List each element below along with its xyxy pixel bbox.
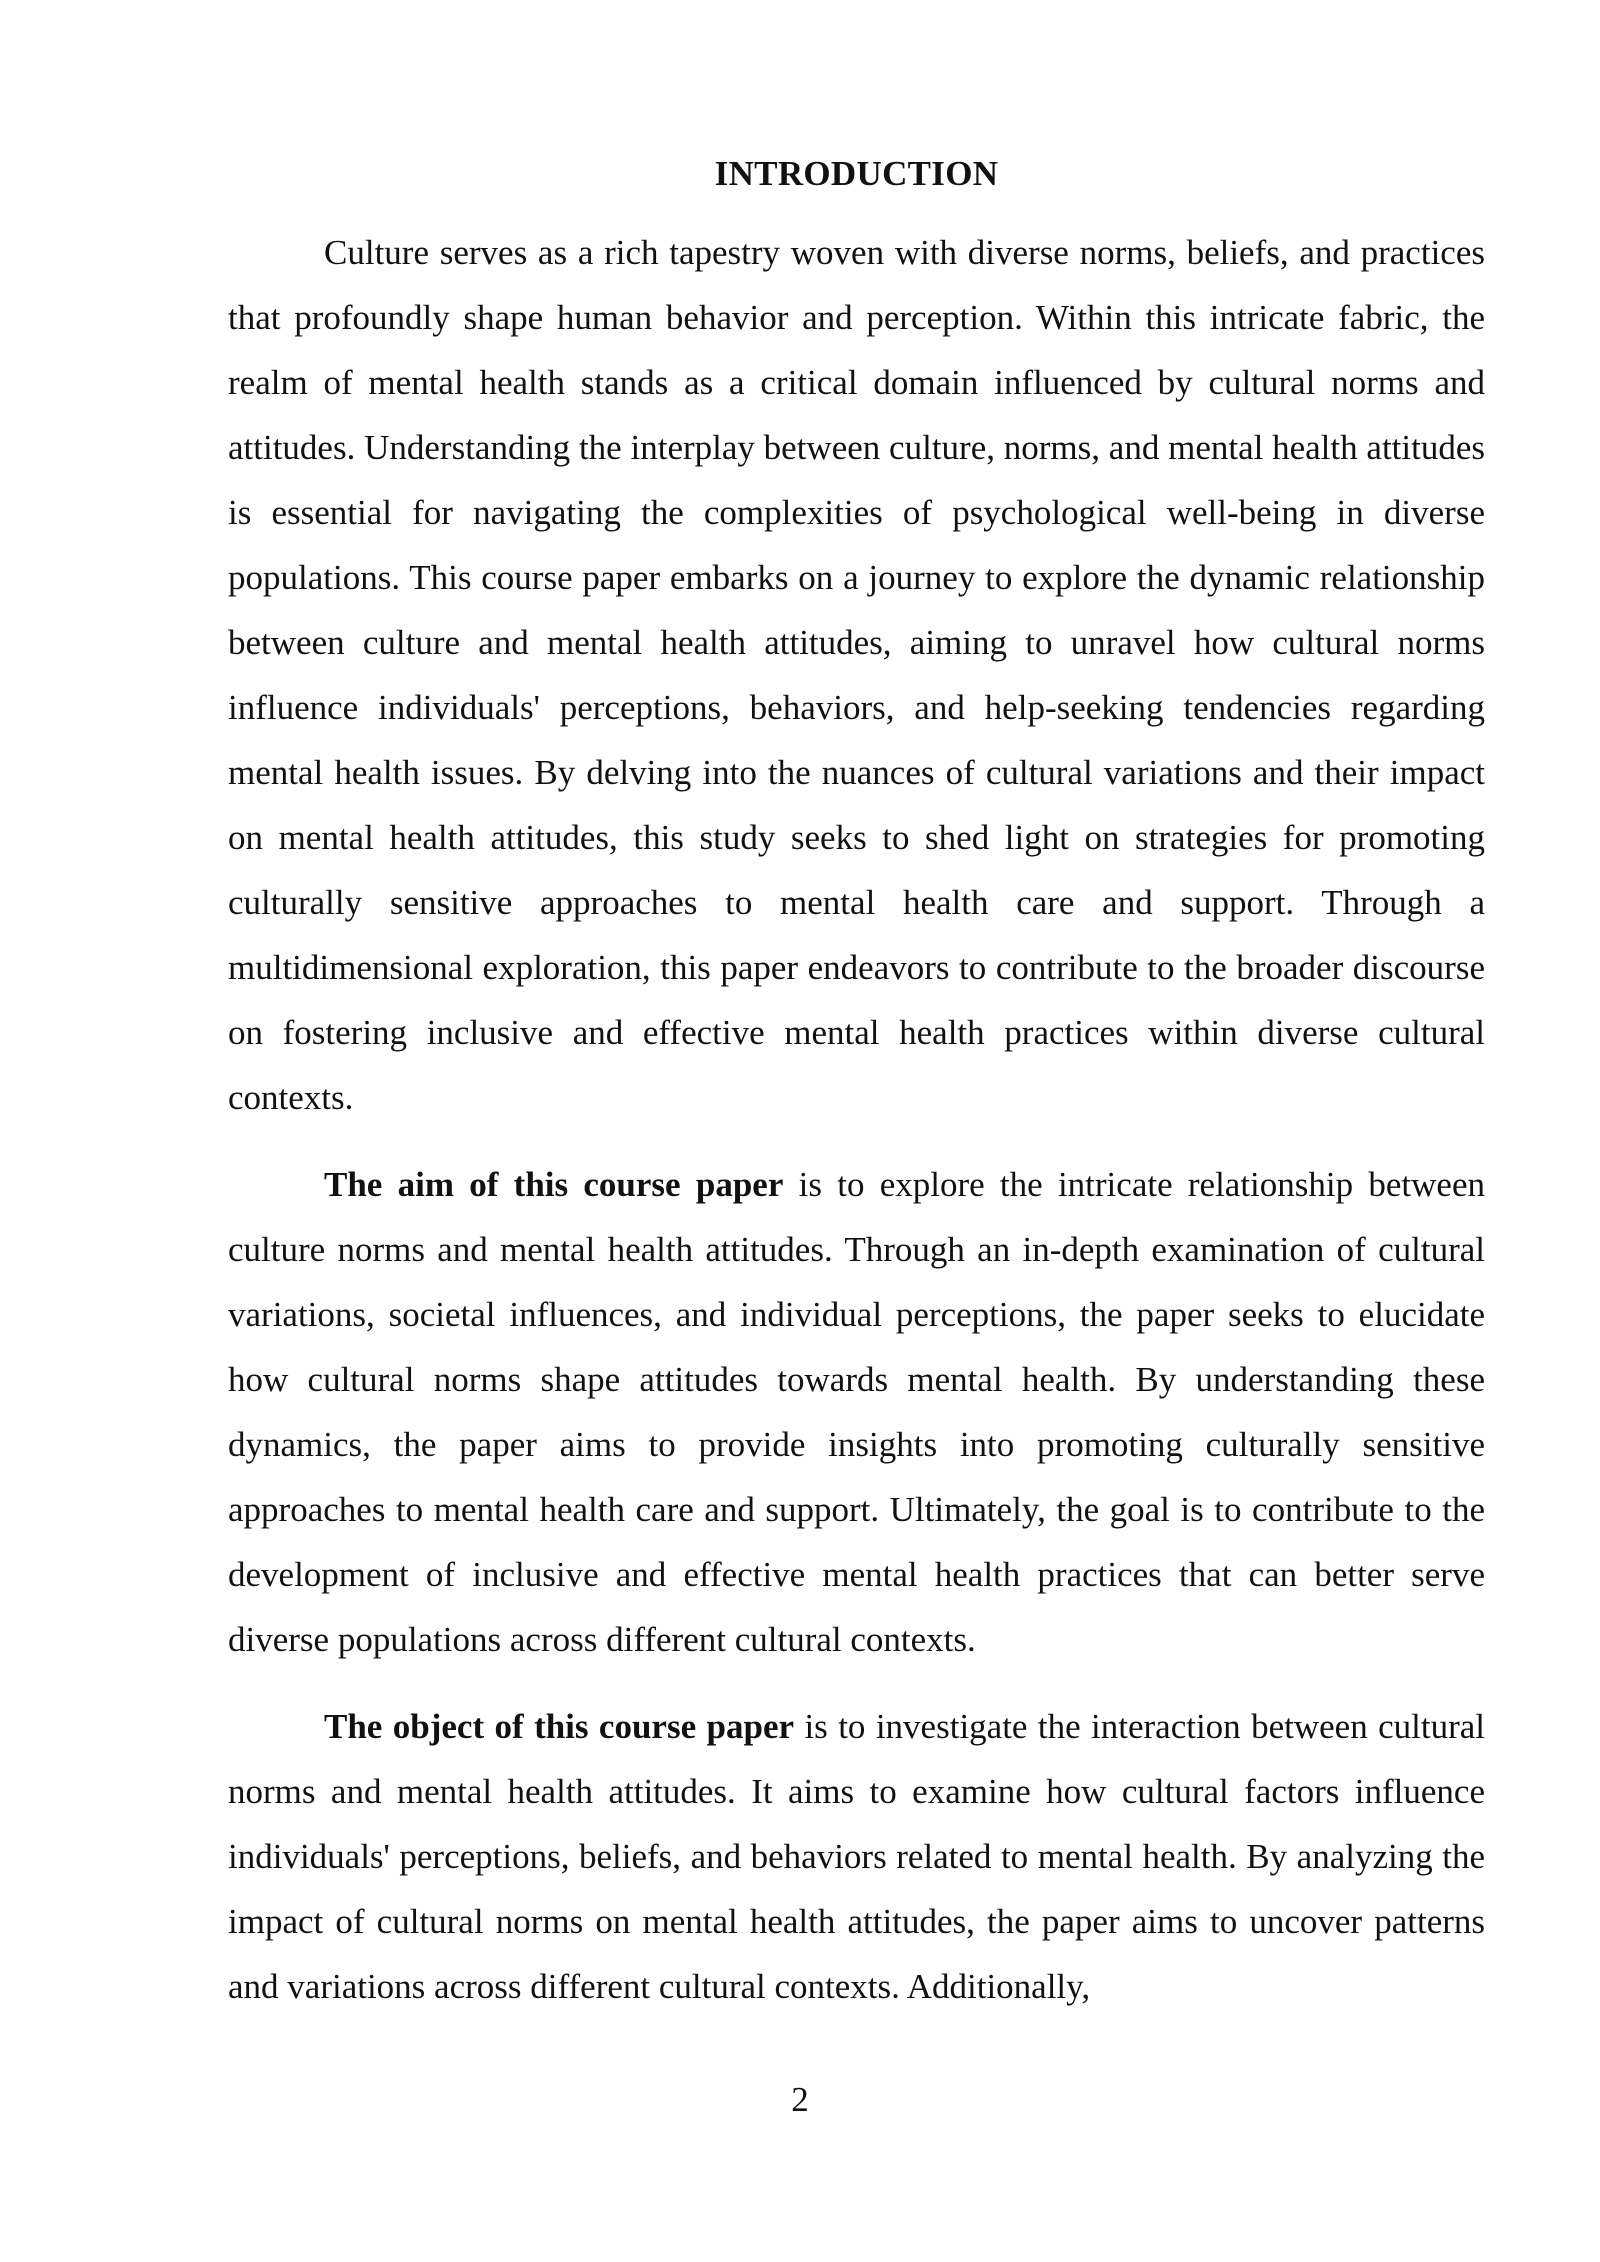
section-title: INTRODUCTION [714,154,999,193]
paragraph-introduction [228,220,1485,1130]
page-number: 2 [791,2080,809,2119]
paragraph-text: is to explore the intricate relationship between culture norms and mental health attitudes. Through an in-depth examination of cultural variations, societal influences, and individual perceptions, the paper seeks to elucidate how cultural norms shape attitudes towards mental health. By understanding these dynamics, the paper aims to provide insights into promoting culturally sensitive approaches to mental health care and support. Ultimately, the goal is to contribute to the development of inclusive and effective mental health practices that can better serve diverse populations across different cultural contexts. [228,1165,1485,1659]
page-content [228,148,1485,2041]
paragraph-lead: The aim of this course paper [324,1165,784,1204]
paragraph-lead: The object of this course paper [324,1707,795,1746]
paragraph-object [228,1694,1485,2019]
paragraph-text: Culture serves as a rich tapestry woven with diverse norms, beliefs, and practices that profoundly shape human behavior and perception. Within this intricate fabric, the realm of mental health stands as a critical domain influenced by cultural norms and attitudes. Understanding the interplay between culture, norms, and mental health attitudes is essential for navigating the complexities of psychological well-being in diverse populations. This course paper embarks on a journey to explore the dynamic relationship between culture and mental health attitudes, aiming to unravel how cultural norms influence individuals' perceptions, behaviors, and help-seeking tendencies regarding mental health issues. By delving into the nuances of cultural variations and their impact on mental health attitudes, this study seeks to shed light on strategies for promoting culturally sensitive approaches to mental health care and support. Through a multidimensional exploration, this paper endeavors to contribute to the broader discourse on fostering inclusive and effective mental health practices within diverse cultural contexts. [228,233,1485,1117]
paragraph-text: is to investigate the interaction between cultural norms and mental health attitudes. It aims to examine how cultural factors influence individuals' perceptions, beliefs, and behaviors related to mental health. By analyzing the impact of cultural norms on mental health attitudes, the paper aims to uncover patterns and variations across different cultural contexts. Additionally, [228,1707,1485,2006]
paragraph-aim [228,1152,1485,1672]
